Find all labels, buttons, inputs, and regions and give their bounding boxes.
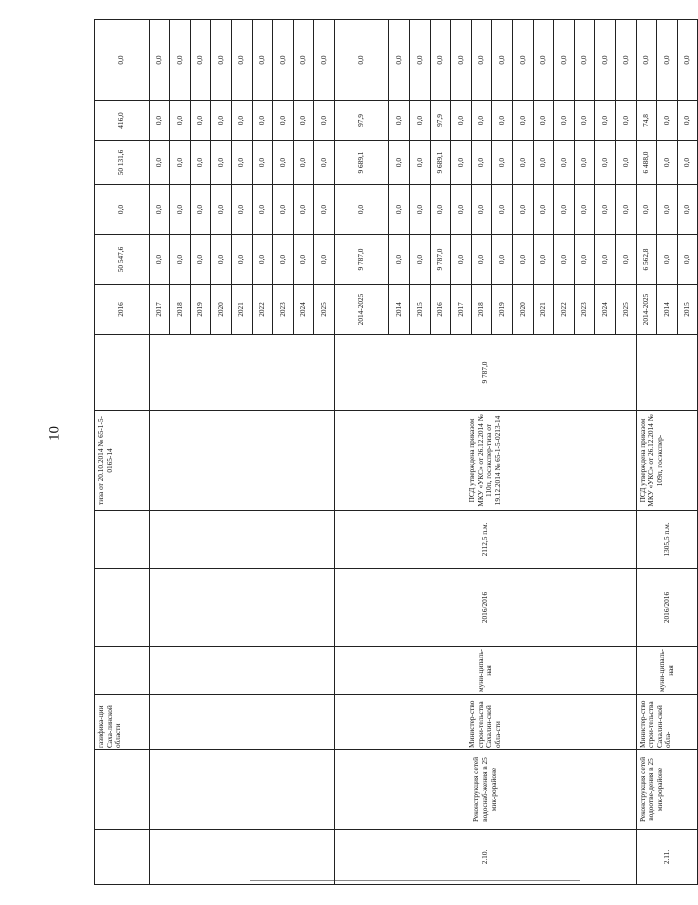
cell-value: 0,0 xyxy=(190,235,211,285)
cell-value: 0,0 xyxy=(231,20,252,101)
cell-value: 0,0 xyxy=(595,101,616,141)
cell-year: 2023 xyxy=(574,285,595,335)
cell-customer xyxy=(149,695,334,750)
cell-customer: Министер-ство строи-тельства Сахалин-ской обла- xyxy=(636,695,698,750)
cell-value: 0,0 xyxy=(149,20,170,101)
cell-value: 0,0 xyxy=(170,20,191,101)
cell-value: 0,0 xyxy=(616,141,637,185)
cell-num xyxy=(149,830,334,885)
cell-value: 0,0 xyxy=(231,235,252,285)
cell-value: 0,0 xyxy=(636,20,657,101)
cell-docs: ПСД утверждена приказом МКУ «УКС» от 26.12.2014 № 110п, госэкспер-тиза от 19.12.2014 № 65-1-5-0213-14 xyxy=(334,411,636,511)
cell-ownership: муни-ципаль-ная xyxy=(334,647,636,695)
cell-value: 0,0 xyxy=(190,20,211,101)
cell-value: 0,0 xyxy=(410,141,431,185)
cell-value: 50 131,6 xyxy=(95,141,150,185)
cell-value: 0,0 xyxy=(95,20,150,101)
cell-value: 0,0 xyxy=(389,185,410,235)
cell-value: 0,0 xyxy=(554,101,575,141)
cell-year: 2014 xyxy=(389,285,410,335)
cell-value: 0,0 xyxy=(252,141,273,185)
cell-value: 0,0 xyxy=(273,101,294,141)
cell-value: 0,0 xyxy=(492,20,513,101)
cell-capacity: 2112,5 п.м. xyxy=(334,511,636,569)
cell-value: 0,0 xyxy=(616,235,637,285)
cell-year: 2014-2025 xyxy=(334,285,389,335)
cell-value: 0,0 xyxy=(273,235,294,285)
cell-value: 0,0 xyxy=(273,141,294,185)
cell-value: 0,0 xyxy=(492,141,513,185)
cell-value: 0,0 xyxy=(677,141,698,185)
cell-year: 2024 xyxy=(595,285,616,335)
cell-value: 74,8 xyxy=(636,101,657,141)
cell-value: 0,0 xyxy=(252,20,273,101)
cell-period xyxy=(149,569,334,647)
table-row xyxy=(636,20,657,885)
cell-value: 0,0 xyxy=(513,235,534,285)
cell-value: 0,0 xyxy=(252,235,273,285)
cell-value: 0,0 xyxy=(554,185,575,235)
cell-value: 0,0 xyxy=(636,185,657,235)
cell-value: 0,0 xyxy=(190,141,211,185)
cell-value: 0,0 xyxy=(334,20,389,101)
cell-value: 0,0 xyxy=(190,185,211,235)
cell-value: 0,0 xyxy=(471,20,492,101)
cell-value: 0,0 xyxy=(170,185,191,235)
cell-value: 9 787,0 xyxy=(430,235,451,285)
cell-year: 2019 xyxy=(492,285,513,335)
cell-value: 0,0 xyxy=(616,20,637,101)
cell-value: 0,0 xyxy=(574,20,595,101)
cell-value: 0,0 xyxy=(410,185,431,235)
cell-value: 0,0 xyxy=(451,185,472,235)
cell-name: Реконструкция сетей водоснаб-жения в 25 мик-рорайоне xyxy=(334,750,636,830)
cell-limit xyxy=(636,335,698,411)
cell-value: 0,0 xyxy=(389,101,410,141)
cell-value: 0,0 xyxy=(533,141,554,185)
cell-value: 9 787,0 xyxy=(334,235,389,285)
cell-value: 0,0 xyxy=(430,185,451,235)
cell-value: 0,0 xyxy=(314,235,335,285)
rotated-table-area xyxy=(94,20,692,885)
table-row xyxy=(334,20,389,885)
cell-num: 2.11. xyxy=(636,830,698,885)
cell-value: 0,0 xyxy=(389,20,410,101)
cell-docs xyxy=(149,411,334,511)
cell-value: 0,0 xyxy=(314,101,335,141)
cell-value: 0,0 xyxy=(293,101,314,141)
cell-value: 0,0 xyxy=(190,101,211,141)
cell-value: 0,0 xyxy=(273,185,294,235)
cell-value: 0,0 xyxy=(574,101,595,141)
cell-num xyxy=(95,830,150,885)
cell-value: 0,0 xyxy=(677,20,698,101)
cell-year: 2015 xyxy=(410,285,431,335)
cell-value: 0,0 xyxy=(657,235,678,285)
cell-value: 0,0 xyxy=(677,185,698,235)
cell-year: 2022 xyxy=(252,285,273,335)
cell-value: 50 547,6 xyxy=(95,235,150,285)
cell-capacity xyxy=(149,511,334,569)
cell-value: 0,0 xyxy=(492,101,513,141)
cell-limit xyxy=(95,335,150,411)
cell-year: 2014-2025 xyxy=(636,285,657,335)
cell-value: 0,0 xyxy=(211,101,232,141)
cell-period: 2016/2016 xyxy=(334,569,636,647)
cell-value: 9 689,1 xyxy=(430,141,451,185)
cell-value: 0,0 xyxy=(334,185,389,235)
cell-value: 0,0 xyxy=(554,235,575,285)
cell-num: 2.10. xyxy=(334,830,636,885)
cell-value: 0,0 xyxy=(574,235,595,285)
cell-value: 0,0 xyxy=(595,235,616,285)
cell-value: 0,0 xyxy=(471,141,492,185)
cell-value: 0,0 xyxy=(595,185,616,235)
cell-value: 0,0 xyxy=(554,141,575,185)
cell-value: 0,0 xyxy=(170,235,191,285)
cell-value: 0,0 xyxy=(149,235,170,285)
cell-value: 0,0 xyxy=(314,141,335,185)
cell-value: 0,0 xyxy=(533,185,554,235)
cell-value: 0,0 xyxy=(293,20,314,101)
cell-value: 0,0 xyxy=(314,20,335,101)
cell-name xyxy=(95,750,150,830)
cell-capacity xyxy=(95,511,150,569)
cell-year: 2016 xyxy=(430,285,451,335)
cell-name xyxy=(149,750,334,830)
cell-value: 0,0 xyxy=(211,185,232,235)
cell-value: 0,0 xyxy=(533,235,554,285)
cell-value: 0,0 xyxy=(273,20,294,101)
cell-value: 0,0 xyxy=(211,235,232,285)
cell-value: 0,0 xyxy=(170,101,191,141)
cell-year: 2021 xyxy=(533,285,554,335)
cell-value: 6 488,0 xyxy=(636,141,657,185)
cell-value: 0,0 xyxy=(389,141,410,185)
cell-year: 2020 xyxy=(513,285,534,335)
cell-value: 0,0 xyxy=(149,101,170,141)
table-row xyxy=(149,20,170,885)
cell-value: 97,9 xyxy=(430,101,451,141)
table-row xyxy=(95,20,150,885)
cell-value: 0,0 xyxy=(513,101,534,141)
cell-year: 2017 xyxy=(149,285,170,335)
cell-value: 0,0 xyxy=(231,141,252,185)
cell-ownership: муни-ципаль-ная xyxy=(636,647,698,695)
cell-value: 0,0 xyxy=(451,141,472,185)
cell-customer: газифика-ции Саха-линской области xyxy=(95,695,150,750)
cell-value: 0,0 xyxy=(451,101,472,141)
cell-value: 0,0 xyxy=(492,185,513,235)
cell-value: 0,0 xyxy=(616,101,637,141)
cell-capacity: 1305,5 п.м. xyxy=(636,511,698,569)
cell-value: 0,0 xyxy=(231,101,252,141)
cell-period xyxy=(95,569,150,647)
cell-year: 2019 xyxy=(190,285,211,335)
cell-value: 0,0 xyxy=(410,235,431,285)
cell-year: 2015 xyxy=(677,285,698,335)
cell-value: 0,0 xyxy=(492,235,513,285)
cell-ownership xyxy=(95,647,150,695)
cell-docs: тиза от 20.10.2014 № 65-1-5-0165-14 xyxy=(95,411,150,511)
cell-year: 2016 xyxy=(95,285,150,335)
cell-value: 0,0 xyxy=(211,141,232,185)
cell-year: 2023 xyxy=(273,285,294,335)
cell-value: 0,0 xyxy=(95,185,150,235)
cell-value: 0,0 xyxy=(451,20,472,101)
cell-value: 0,0 xyxy=(657,101,678,141)
cell-value: 0,0 xyxy=(657,185,678,235)
cell-value: 0,0 xyxy=(231,185,252,235)
cell-value: 97,9 xyxy=(334,101,389,141)
cell-year: 2018 xyxy=(170,285,191,335)
cell-value: 0,0 xyxy=(533,101,554,141)
cell-value: 0,0 xyxy=(430,20,451,101)
table-stage xyxy=(94,20,692,885)
cell-value: 0,0 xyxy=(513,141,534,185)
cell-year: 2017 xyxy=(451,285,472,335)
cell-ownership xyxy=(149,647,334,695)
cell-value: 0,0 xyxy=(314,185,335,235)
cell-value: 0,0 xyxy=(471,235,492,285)
cell-year: 2025 xyxy=(616,285,637,335)
cell-value: 0,0 xyxy=(677,235,698,285)
cell-docs: ПСД утверждена приказом МКУ «УКС» от 26.12.2014 № 109п, госэкспер- xyxy=(636,411,698,511)
cell-value: 0,0 xyxy=(211,20,232,101)
cell-value: 6 562,8 xyxy=(636,235,657,285)
cell-year: 2014 xyxy=(657,285,678,335)
cell-value: 0,0 xyxy=(451,235,472,285)
cell-value: 0,0 xyxy=(657,141,678,185)
cell-value: 0,0 xyxy=(293,141,314,185)
cell-period: 2016/2016 xyxy=(636,569,698,647)
cell-value: 0,0 xyxy=(149,185,170,235)
cell-value: 416,0 xyxy=(95,101,150,141)
cell-value: 9 689,1 xyxy=(334,141,389,185)
cell-value: 0,0 xyxy=(533,20,554,101)
table-body xyxy=(95,20,698,885)
cell-value: 0,0 xyxy=(293,185,314,235)
cell-value: 0,0 xyxy=(595,20,616,101)
cell-value: 0,0 xyxy=(293,235,314,285)
cell-limit: 9 787,0 xyxy=(334,335,636,411)
cell-value: 0,0 xyxy=(574,185,595,235)
program-table xyxy=(94,19,698,885)
cell-value: 0,0 xyxy=(513,20,534,101)
cell-value: 0,0 xyxy=(554,20,575,101)
cell-year: 2020 xyxy=(211,285,232,335)
cell-year: 2022 xyxy=(554,285,575,335)
page-number: 10 xyxy=(46,426,63,441)
cell-value: 0,0 xyxy=(410,20,431,101)
cell-limit xyxy=(149,335,334,411)
cell-value: 0,0 xyxy=(170,141,191,185)
cell-value: 0,0 xyxy=(410,101,431,141)
cell-customer: Министер-ство строи-тельства Сахалин-ской обла-сти xyxy=(334,695,636,750)
cell-value: 0,0 xyxy=(574,141,595,185)
cell-value: 0,0 xyxy=(252,185,273,235)
cell-value: 0,0 xyxy=(513,185,534,235)
cell-year: 2024 xyxy=(293,285,314,335)
cell-value: 0,0 xyxy=(616,185,637,235)
cell-year: 2018 xyxy=(471,285,492,335)
cell-value: 0,0 xyxy=(677,101,698,141)
cell-value: 0,0 xyxy=(595,141,616,185)
cell-value: 0,0 xyxy=(389,235,410,285)
cell-value: 0,0 xyxy=(471,101,492,141)
cell-value: 0,0 xyxy=(149,141,170,185)
cell-value: 0,0 xyxy=(252,101,273,141)
cell-year: 2025 xyxy=(314,285,335,335)
cell-name: Реконструкция сетей водоотве-дения в 25 мик-рорайоне xyxy=(636,750,698,830)
cell-value: 0,0 xyxy=(471,185,492,235)
cell-value: 0,0 xyxy=(657,20,678,101)
cell-year: 2021 xyxy=(231,285,252,335)
